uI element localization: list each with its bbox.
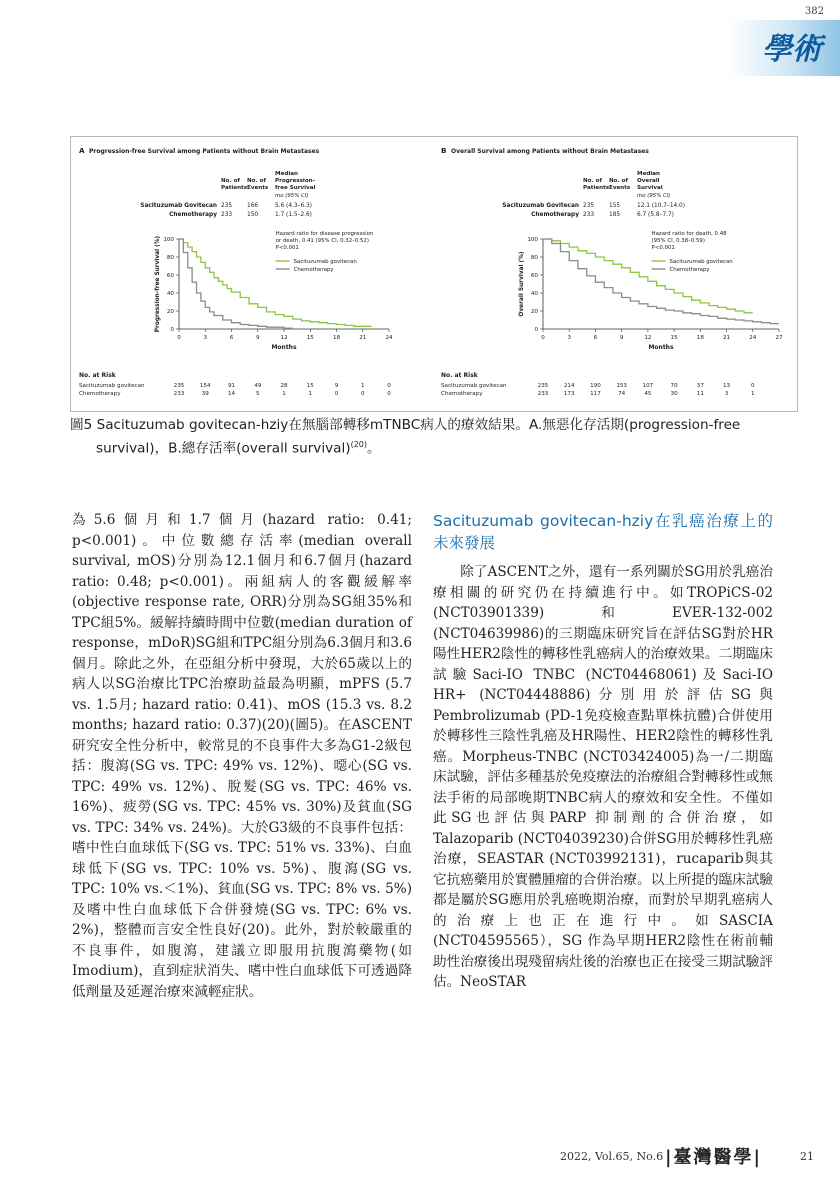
- risk-value: 1: [308, 391, 313, 397]
- risk-value: 30: [670, 391, 678, 397]
- risk-value: 11: [696, 391, 704, 397]
- risk-value: 13: [722, 383, 731, 389]
- y-tick-label: 40: [530, 291, 538, 297]
- col-header-events: No. of: [609, 178, 628, 184]
- panel-letter: B: [441, 146, 447, 155]
- section-tag: [728, 20, 840, 76]
- row-median: 6.7 (5.8–7.7): [637, 212, 674, 218]
- figure-5: [70, 136, 798, 412]
- risk-value: 233: [173, 391, 185, 397]
- col-header-median: free Survival: [275, 185, 316, 191]
- y-tick-label: 20: [530, 309, 538, 315]
- caption-end: 。: [367, 440, 381, 457]
- risk-value: 37: [696, 383, 704, 389]
- risk-value: 5: [255, 391, 260, 397]
- col-header-unit: mo (95% CI): [637, 193, 671, 199]
- caption-line-2: [70, 435, 810, 459]
- y-tick-label: 60: [530, 273, 538, 279]
- x-axis-label: Months: [648, 344, 674, 351]
- risk-value: 235: [537, 383, 549, 389]
- x-tick-label: 15: [306, 335, 314, 341]
- y-tick-label: 80: [166, 255, 174, 261]
- col-header-patients: Patients: [583, 185, 610, 191]
- row-events: 150: [247, 212, 259, 218]
- row-patients: 235: [583, 203, 595, 209]
- risk-value: 107: [642, 383, 654, 389]
- legend-label: Sacituzumab govitecan: [669, 259, 733, 265]
- x-tick-label: 12: [280, 335, 288, 341]
- row-patients: 233: [583, 212, 595, 218]
- risk-value: 15: [306, 383, 314, 389]
- footer-journal-logo: |臺灣醫學|: [665, 1147, 763, 1168]
- panel-title: Overall Survival among Patients without Brain Metastases: [451, 148, 649, 155]
- y-tick-label: 100: [163, 237, 174, 243]
- y-tick-label: 20: [166, 309, 174, 315]
- x-tick-label: 24: [749, 335, 757, 341]
- col-header-median: Overall: [637, 178, 660, 184]
- caption-ref: (20): [350, 440, 367, 449]
- x-tick-label: 3: [203, 335, 208, 341]
- row-name: Sacituzumab Govitecan: [140, 203, 217, 209]
- x-tick-label: 6: [593, 335, 598, 341]
- risk-value: 233: [537, 391, 549, 397]
- pfs-chart: [71, 137, 431, 411]
- risk-value: 0: [334, 391, 339, 397]
- row-median: 1.7 (1.5–2.6): [275, 212, 312, 218]
- risk-value: 173: [563, 391, 575, 397]
- col-header-patients: No. of: [221, 178, 240, 184]
- caption-line-1: 圖5 Sacituzumab govitecan-hziy在無腦部轉移mTNBC病人的療效結果。A.無惡化存活期(progression-free: [70, 417, 741, 433]
- x-tick-label: 6: [229, 335, 234, 341]
- risk-value: 154: [199, 383, 211, 389]
- x-tick-label: 24: [385, 335, 393, 341]
- risk-value: 214: [563, 383, 575, 389]
- risk-row-name: Chemotherapy: [79, 391, 121, 397]
- footer-page-number: 21: [800, 1150, 814, 1163]
- hazard-text: (95% CI, 0.38–0.59): [651, 238, 705, 244]
- risk-value: 1: [360, 383, 365, 389]
- x-tick-label: 21: [722, 335, 731, 341]
- legend-label: Sacituzumab govitecan: [293, 259, 357, 265]
- risk-value: 235: [173, 383, 185, 389]
- col-header-median: Median: [637, 171, 661, 177]
- row-events: 185: [609, 212, 621, 218]
- col-header-events: Events: [247, 185, 269, 191]
- x-tick-label: 18: [332, 335, 341, 341]
- risk-title: No. at Risk: [441, 372, 478, 379]
- risk-value: 0: [750, 383, 755, 389]
- y-tick-label: 0: [170, 327, 174, 333]
- risk-value: 3: [724, 391, 729, 397]
- risk-value: 0: [360, 391, 365, 397]
- right-paragraph: 除了ASCENT之外，還有一系列關於SG用於乳癌治療相關的研究仍在持續進行中。如TROPiCS-02 (NCT03901339)和EVER-132-002 (NCT04639986)的三期臨床研究旨在評估SG對於HR陽性HER2陰性的轉移性乳癌病人的治療效果。二期臨床試驗Saci-IO TNBC (NCT04468061)及Saci-IO HR+ (NCT04448886)分別用於評估SG與Pembrolizumab (PD-1免疫檢查點單株抗體)合併使用於轉移性三陰性乳癌及HR陽性、HER2陰性的轉移性乳癌。Morpheus-TNBC (NCT03424005)為一/二期臨床試驗，評估多種基於免疫療法的治療組合對轉移性或無法手術的局部晚期TNBC病人的療效和安全性。不僅如此SG也評估與PARP 抑制劑的合併治療，如Talazoparib (NCT04039230)合併SG用於轉移性乳癌治療，SEASTAR (NCT03992131)，rucaparib與其它抗癌藥用於實體腫瘤的合併治療。以上所提的臨床試驗都是屬於SG應用於乳癌晚期治療，而對於早期乳癌病人的治療上也正在進行中。如SASCIA (NCT04595565），SG 作為早期HER2陰性在術前輔助性治療後出現殘留病灶後的治療也正在接受三期試驗評估。NeoSTAR: [433, 564, 773, 990]
- col-header-events: No. of: [247, 178, 266, 184]
- x-tick-label: 9: [619, 335, 624, 341]
- left-paragraph: 為5.6個月和1.7個月(hazard ratio: 0.41; p<0.001)。中位數總存活率(median overall survival, mOS)分別為12.1個月和6.7個月(hazard ratio: 0.48; p<0.001)。兩組病人的客觀緩解率(objective response rate, ORR)分別為SG組35%和TPC組5%。緩解持續時間中位數(median duration of response，mDoR)SG組和TPC組分別為6.3個月和3.6個月。除此之外，在亞組分析中發現，大於65歲以上的病人以SG治療比TPC治療助益最為明顯，mPFS (5.7 vs. 1.5月; hazard ratio: 0.41)、mOS (15.3 vs. 8.2 months; hazard ratio: 0.37)(20)(圖5)。在ASCENT研究安全性分析中，較常見的不良事件大多為G1-2級包括：腹瀉(SG vs. TPC: 49% vs. 12%)、噁心(SG vs. TPC: 49% vs. 12%)、脫髮(SG vs. TPC: 46% vs. 16%)、疲勞(SG vs. TPC: 45% vs. 30%)及貧血(SG vs. TPC: 34% vs. 24%)。大於G3級的不良事件包括：嗜中性白血球低下(SG vs. TPC: 51% vs. 33%)、白血球低下(SG vs. TPC: 10% vs. 5%)、腹瀉(SG vs. TPC: 10% vs.＜1%)、貧血(SG vs. TPC: 8% vs. 5%)及嗜中性白血球低下合併發燒(SG vs. TPC: 6% vs. 2%)，整體而言安全性良好(20)。此外，對於較嚴重的不良事件，如腹瀉，建議立即服用抗腹瀉藥物(如Imodium)，直到症狀消失、嗜中性白血球低下可透過降低劑量及延遲治療來減輕症狀。: [72, 512, 412, 1000]
- top-page-number: 382: [804, 6, 824, 17]
- col-header-events: Events: [609, 185, 631, 191]
- risk-row-name: Sacituzumab govitecan: [79, 383, 145, 389]
- section-heading: Sacituzumab govitecan-hziy在乳癌治療上的未來發展: [433, 512, 773, 552]
- risk-value: 49: [254, 383, 262, 389]
- row-name: Chemotherapy: [531, 212, 579, 218]
- risk-value: 45: [644, 391, 652, 397]
- os-chart: [433, 137, 797, 411]
- y-tick-label: 0: [534, 327, 538, 333]
- risk-value: 190: [590, 383, 601, 389]
- x-tick-label: 0: [541, 335, 545, 341]
- risk-row-name: Chemotherapy: [441, 391, 483, 397]
- row-name: Chemotherapy: [169, 212, 217, 218]
- row-events: 155: [609, 203, 621, 209]
- sg-curve: [179, 239, 372, 326]
- col-header-median: Median: [275, 171, 299, 177]
- hazard-text: P<0.001: [275, 245, 299, 251]
- sg-curve: [543, 239, 753, 313]
- hazard-text: P<0.001: [651, 245, 675, 251]
- panel-title: Progression-free Survival among Patients without Brain Metastases: [89, 148, 320, 155]
- hazard-text: Hazard ratio for disease progression: [275, 231, 374, 237]
- y-tick-label: 80: [530, 255, 538, 261]
- risk-value: 14: [227, 391, 236, 397]
- x-tick-label: 18: [696, 335, 704, 341]
- x-tick-label: 21: [359, 335, 367, 341]
- row-events: 166: [247, 203, 259, 209]
- risk-value: 0: [387, 391, 391, 397]
- footer-issue: 2022, Vol.65, No.6: [560, 1150, 664, 1163]
- y-axis-label: Progression-free Survival (%): [155, 235, 161, 333]
- col-header-patients: Patients: [221, 185, 248, 191]
- y-tick-label: 60: [166, 273, 174, 279]
- risk-value: 91: [227, 383, 236, 389]
- risk-row-name: Sacituzumab govitecan: [441, 383, 507, 389]
- row-median: 5.6 (4.3–6.3): [275, 203, 312, 209]
- risk-value: 74: [618, 391, 626, 397]
- risk-value: 1: [750, 391, 755, 397]
- x-tick-label: 3: [567, 335, 572, 341]
- risk-value: 0: [387, 383, 391, 389]
- figure-caption: [70, 416, 810, 459]
- left-column: [72, 510, 412, 1002]
- risk-value: 153: [616, 383, 628, 389]
- col-header-patients: No. of: [583, 178, 602, 184]
- row-name: Sacituzumab Govitecan: [502, 203, 579, 209]
- x-axis-label: Months: [271, 344, 297, 351]
- figure-panel-b: [433, 137, 797, 411]
- col-header-unit: mo (95% CI): [275, 193, 309, 199]
- row-median: 12.1 (10.7–14.0): [637, 203, 685, 209]
- right-column: [433, 510, 773, 993]
- hazard-text: Hazard ratio for death, 0.48: [651, 231, 727, 237]
- risk-value: 9: [334, 383, 339, 389]
- y-axis-label: Overall Survival (%): [519, 251, 525, 317]
- y-tick-label: 100: [527, 237, 538, 243]
- x-tick-label: 0: [177, 335, 181, 341]
- x-tick-label: 12: [644, 335, 652, 341]
- risk-value: 117: [590, 391, 601, 397]
- x-tick-label: 9: [255, 335, 260, 341]
- col-header-median: Progression-: [275, 178, 315, 184]
- risk-value: 70: [670, 383, 678, 389]
- y-tick-label: 40: [166, 291, 174, 297]
- caption-line-2-text: survival)，B.總存活率(overall survival): [96, 440, 351, 457]
- section-tag-label: 學術: [762, 32, 822, 67]
- row-patients: 233: [221, 212, 233, 218]
- row-patients: 235: [221, 203, 233, 209]
- risk-title: No. at Risk: [79, 372, 116, 379]
- panel-letter: A: [79, 146, 85, 155]
- risk-value: 39: [201, 391, 209, 397]
- legend-label: Chemotherapy: [293, 267, 334, 273]
- risk-value: 1: [282, 391, 286, 397]
- figure-panel-a: [71, 137, 431, 411]
- x-tick-label: 15: [670, 335, 678, 341]
- col-header-median: Survival: [637, 185, 663, 191]
- hazard-text: or death, 0.41 (95% CI, 0.32–0.52): [275, 238, 369, 244]
- legend-label: Chemotherapy: [669, 267, 710, 273]
- x-tick-label: 27: [775, 335, 783, 341]
- risk-value: 28: [280, 383, 288, 389]
